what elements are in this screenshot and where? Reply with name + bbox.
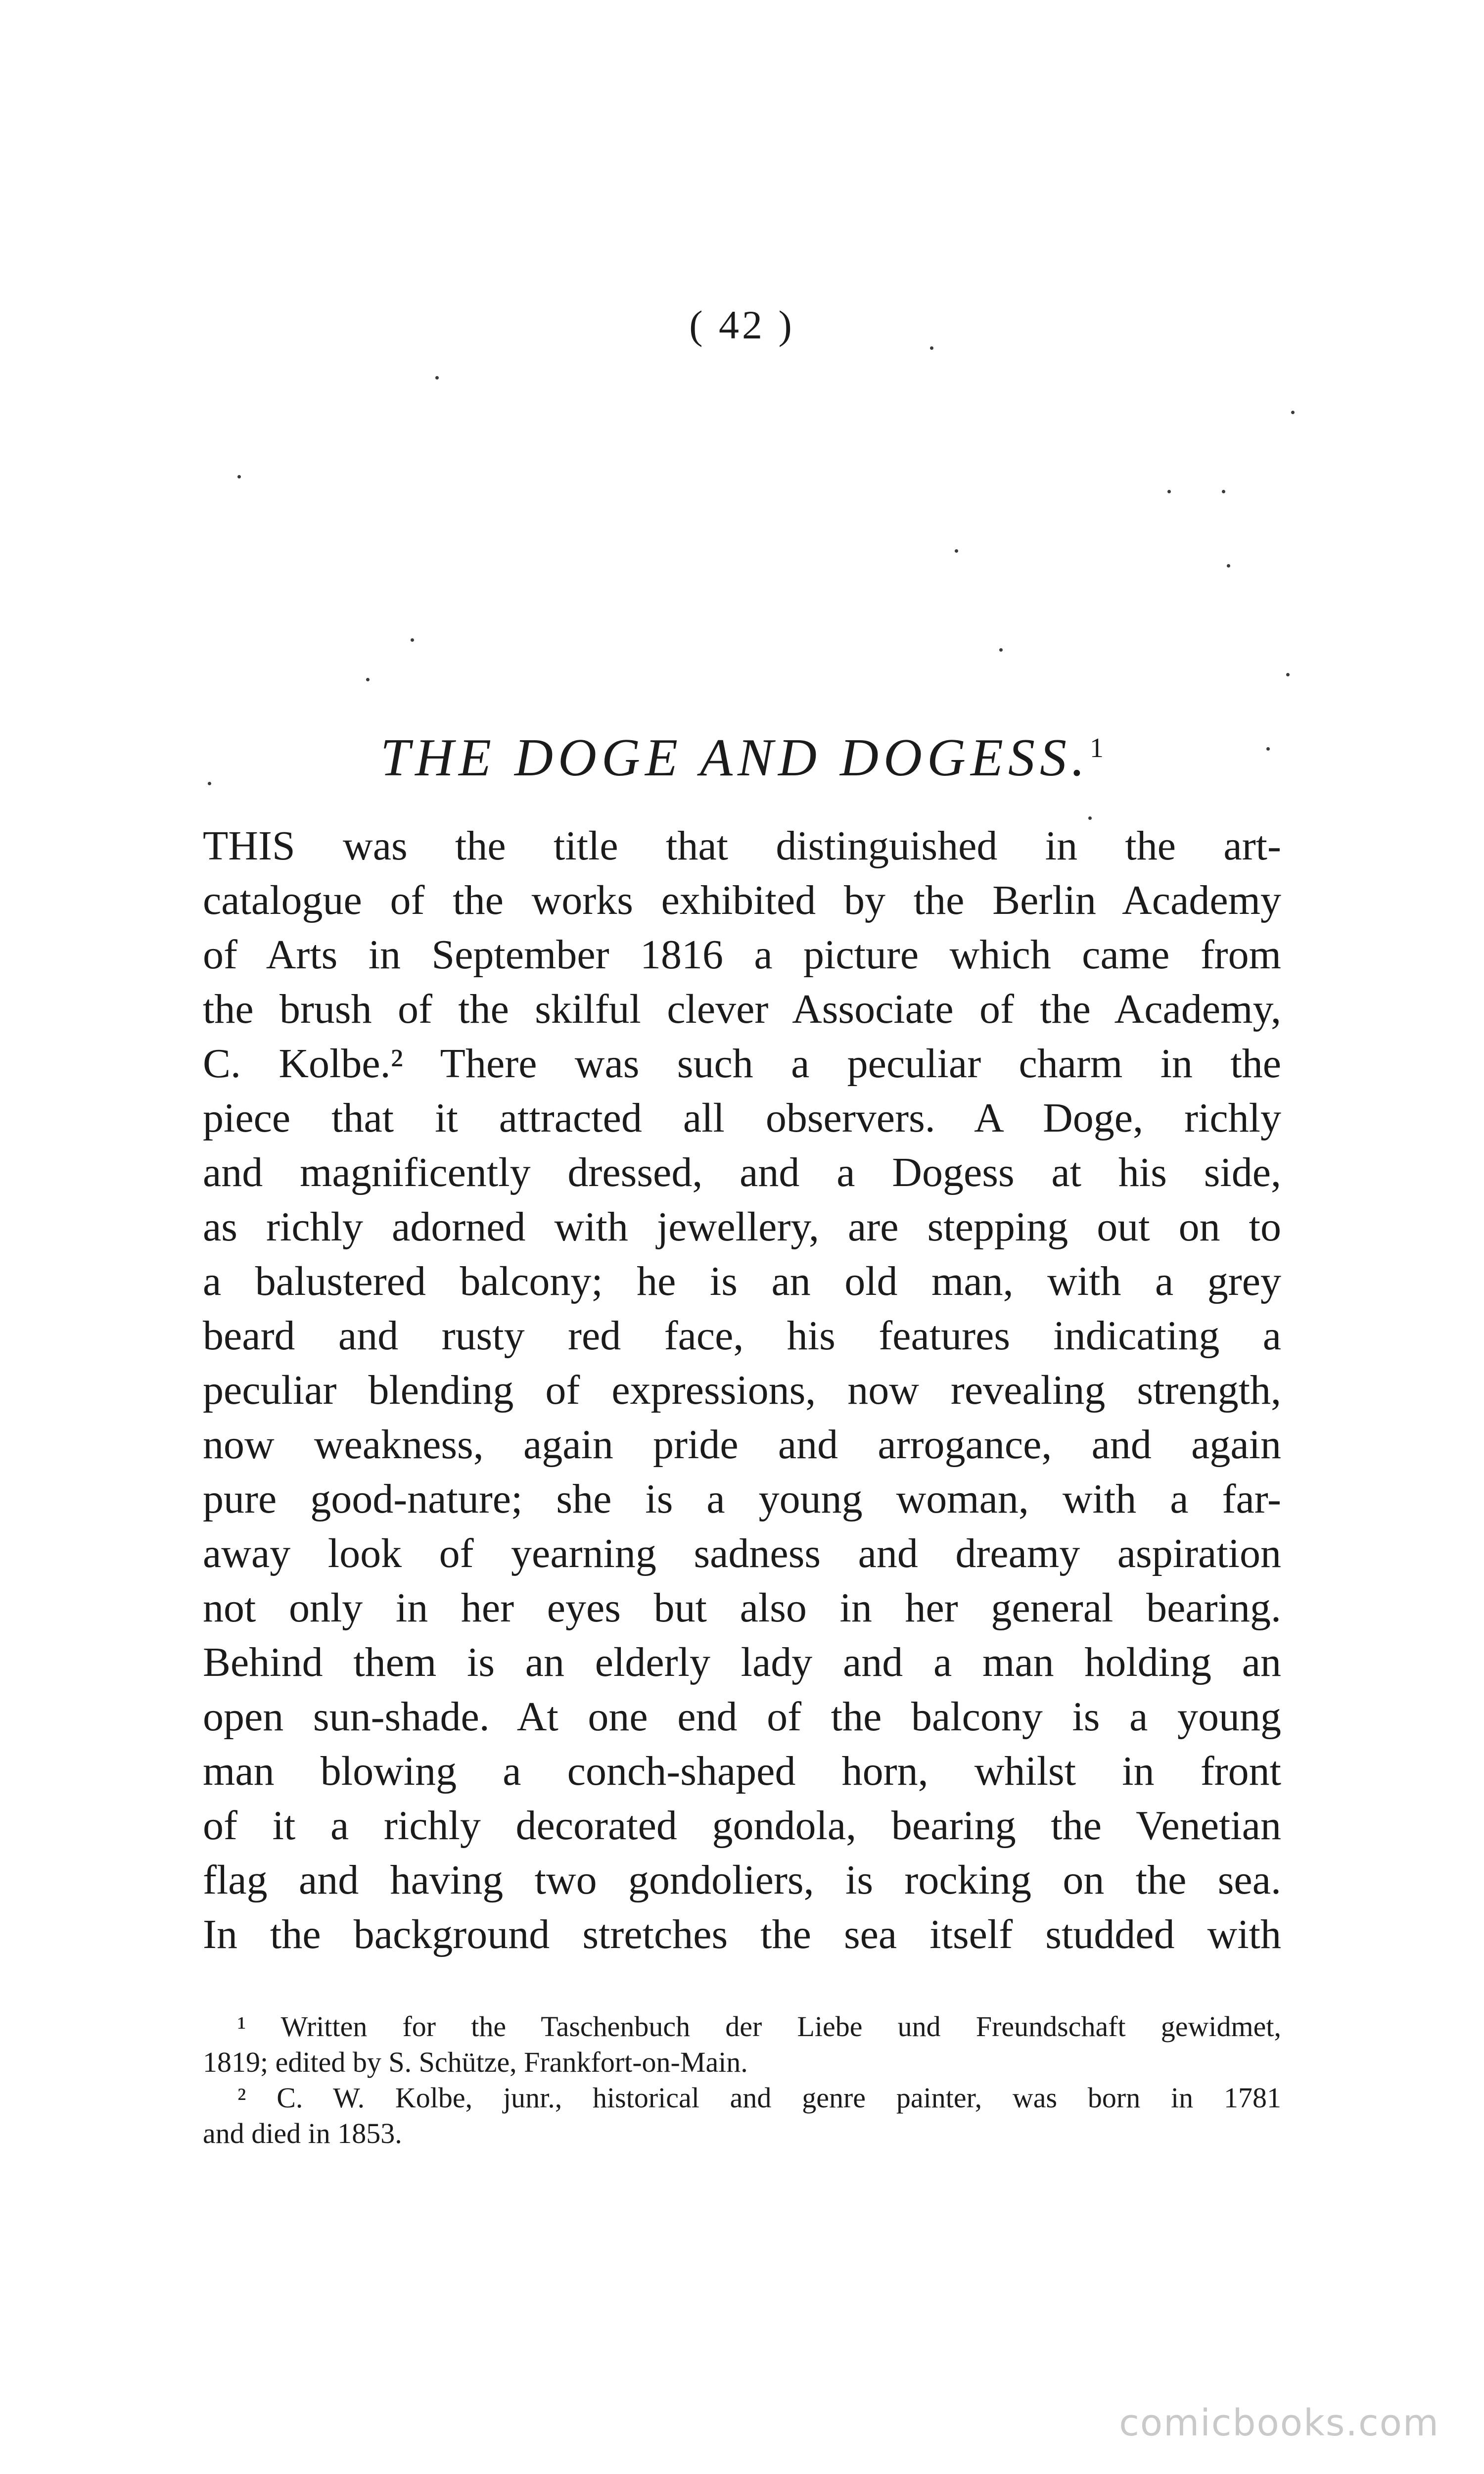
body-line: pure good-nature; she is a young woman, with a far- [203,1476,1281,1522]
footnote-line: ² C. W. Kolbe, junr., historical and genre painter, was born in 1781 [237,2082,1281,2114]
footnote-marker: 1 [1089,733,1104,763]
chapter-title-text: THE DOGE AND DOGESS. [380,728,1090,787]
scan-speck [1286,673,1290,676]
body-line: as richly adorned with jewellery, are stepping out on to [203,1204,1281,1250]
watermark: comicbooks.com [1119,2402,1439,2444]
chapter-title [0,727,1484,789]
body-line: away look of yearning sadness and dreamy aspiration [203,1530,1281,1576]
scan-speck [1222,490,1225,493]
body-line: C. Kolbe.² There was such a peculiar charm in the [203,1041,1281,1087]
body-line: peculiar blending of expressions, now revealing strength, [203,1367,1281,1413]
scan-speck [366,678,370,681]
body-line: of Arts in September 1816 a picture which came from [203,932,1281,978]
scan-speck [1088,816,1092,820]
footnote-line: 1819; edited by S. Schütze, Frankfort-on-Main. [203,2046,748,2078]
body-line: open sun-shade. At one end of the balcony is a young [203,1694,1281,1740]
body-line: Behind them is an elderly lady and a man holding an [203,1639,1281,1685]
body-line: In the background stretches the sea itself studded with [203,1911,1281,1957]
body-line: and magnificently dressed, and a Dogess at his side, [203,1149,1281,1195]
body-line: not only in her eyes but also in her general bearing. [203,1585,1281,1631]
page-number: ( 42 ) [689,302,795,347]
scan-speck [208,782,211,785]
body-line: THIS was the title that distinguished in the art- [203,823,1281,869]
scan-speck [1167,490,1171,493]
scan-speck [237,475,241,478]
body-line: piece that it attracted all observers. A Doge, richly [203,1095,1281,1141]
body-line: of it a richly decorated gondola, bearing the Venetian [203,1803,1281,1849]
body-text [203,819,1281,1962]
footnote-line: and died in 1853. [203,2117,402,2149]
scan-speck [930,346,933,350]
scan-speck [999,648,1003,652]
body-line: now weakness, again pride and arrogance, and again [203,1422,1281,1468]
body-line: a balustered balcony; he is an old man, with a grey [203,1258,1281,1304]
body-line: flag and having two gondoliers, is rocking on the sea. [203,1857,1281,1903]
scan-speck [1227,564,1230,568]
body-line: the brush of the skilful clever Associate of the Academy, [203,986,1281,1032]
scan-speck [955,549,958,553]
footnote-line: ¹ Written for the Taschenbuch der Liebe und Freundschaft gewidmet, [237,2010,1281,2043]
scan-speck [1291,411,1295,414]
body-line: beard and rusty red face, his features indicating a [203,1313,1281,1359]
body-line: man blowing a conch-shaped horn, whilst in front [203,1748,1281,1794]
footnotes [203,2009,1281,2151]
scan-speck [1266,747,1270,751]
body-line: catalogue of the works exhibited by the Berlin Academy [203,877,1281,923]
scan-speck [435,376,439,380]
scan-speck [411,638,414,642]
